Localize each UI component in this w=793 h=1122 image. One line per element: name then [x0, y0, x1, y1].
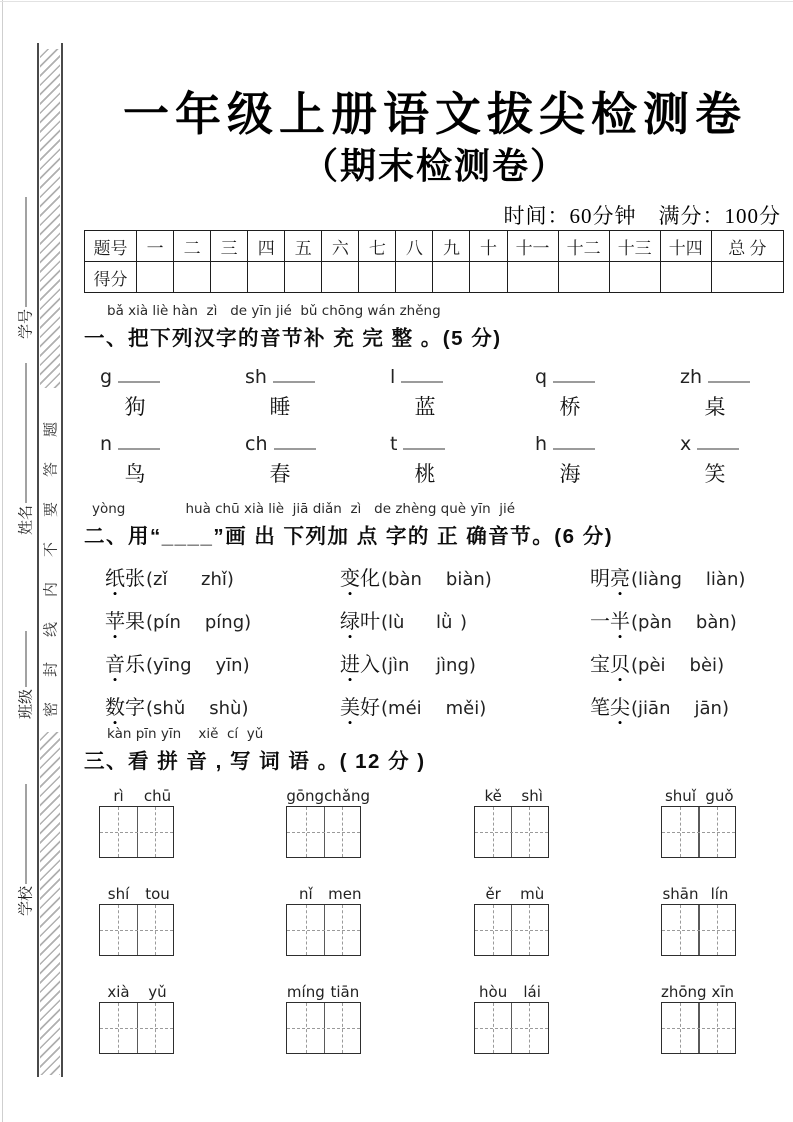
pinyin-initial: h [535, 433, 548, 455]
pinyin-initial: sh [245, 366, 267, 388]
score-cell[interactable] [248, 262, 285, 293]
grid-line [342, 905, 343, 955]
header-cell: 三 [211, 231, 248, 262]
pinyin-option[interactable]: pàn [638, 612, 672, 633]
seal-hatching-bottom [40, 732, 60, 1075]
pinyin-syllable: nǐ [298, 885, 313, 903]
dotted-char: 数 [105, 697, 125, 719]
word-char: 好 [360, 697, 380, 719]
word-char: 张 [125, 568, 145, 590]
word-item [590, 648, 765, 691]
header-cell: 七 [359, 231, 396, 262]
syllable-item [245, 366, 335, 421]
word-item [105, 562, 340, 605]
pinyin-option[interactable]: zhǐ [201, 569, 227, 590]
pinyin-blank[interactable] [708, 367, 750, 383]
writing-box[interactable] [661, 904, 736, 956]
hanzi-char: 桃 [414, 462, 436, 486]
grid-line [680, 1003, 681, 1053]
pinyin-option[interactable]: jìn [388, 655, 410, 676]
pinyin-option[interactable]: lǜ [436, 612, 453, 633]
header-cell: 十四 [660, 231, 711, 262]
field-blank[interactable] [24, 784, 27, 884]
score-table-header-row [85, 231, 784, 262]
word-writing-group [661, 885, 739, 956]
writing-box[interactable] [99, 1002, 174, 1054]
word-writing-group [474, 787, 552, 858]
seal-hatching-top [40, 49, 60, 388]
pinyin-blank[interactable] [118, 367, 160, 383]
pinyin-option[interactable]: lù [388, 612, 405, 633]
writing-box[interactable] [286, 806, 361, 858]
field-blank[interactable] [24, 197, 27, 307]
pinyin-blank[interactable] [553, 367, 595, 383]
header-cell: 八 [396, 231, 433, 262]
grid-line [118, 807, 119, 857]
score-cell[interactable] [322, 262, 359, 293]
pinyin-syllable: zhōng [660, 983, 707, 1001]
hanzi-char: 桥 [559, 395, 581, 419]
pinyin-syllable: ěr [485, 885, 501, 903]
pinyin-blank[interactable] [553, 434, 595, 450]
grid-line [662, 930, 735, 931]
pinyin-option[interactable]: jìng [436, 655, 469, 676]
pinyin-syllable: xià [107, 983, 130, 1001]
field-school [15, 784, 36, 916]
grid-line [680, 905, 681, 955]
pinyin-option[interactable]: zǐ [153, 569, 168, 590]
pinyin-syllable: shí [107, 885, 130, 903]
pinyin-syllable: tou [145, 885, 170, 903]
score-cell[interactable] [660, 262, 711, 293]
dotted-char: 变 [340, 568, 360, 590]
grid-line [475, 832, 548, 833]
word-item [590, 691, 765, 734]
score-row-label: 得分 [85, 262, 137, 293]
grid-line [662, 1028, 735, 1029]
grid-line [529, 807, 530, 857]
word-item [590, 562, 765, 605]
hanzi-char: 蓝 [414, 395, 436, 419]
pinyin-syllable: men [328, 885, 362, 903]
pinyin-syllable: lái [523, 983, 541, 1001]
score-cell[interactable] [609, 262, 660, 293]
score-cell[interactable] [470, 262, 507, 293]
seal-line-right [61, 43, 63, 1077]
score-cell[interactable] [396, 262, 433, 293]
word-item [340, 691, 590, 734]
grid-line [342, 1003, 343, 1053]
hanzi-char: 笑 [704, 462, 726, 486]
syllable-item [390, 366, 480, 421]
field-label: 学号 [18, 308, 35, 340]
writing-box[interactable] [661, 806, 736, 858]
writing-box[interactable] [99, 904, 174, 956]
syllable-item [390, 433, 480, 488]
syllable-item [245, 433, 335, 488]
writing-box[interactable] [99, 806, 174, 858]
page-title: 一年级上册语文拔尖检测卷 [123, 89, 747, 140]
time-score-info: 时间：60分钟 满分：100分 [503, 204, 781, 228]
pinyin-option[interactable]: pín [153, 612, 181, 633]
pinyin-blank[interactable] [403, 434, 445, 450]
pinyin-initial: g [100, 366, 113, 388]
word-writing-group [99, 787, 177, 858]
header-cell: 四 [248, 231, 285, 262]
pinyin-blank[interactable] [118, 434, 160, 450]
pinyin-syllable: mù [520, 885, 545, 903]
dotted-char: 绿 [340, 611, 360, 633]
word-item [590, 605, 765, 648]
pinyin-option[interactable]: shǔ [153, 698, 186, 719]
writing-box[interactable] [474, 806, 549, 858]
syllable-item [680, 433, 770, 488]
pinyin-syllable: tiān [330, 983, 360, 1001]
field-blank[interactable] [24, 631, 27, 687]
writing-box[interactable] [661, 1002, 736, 1054]
pinyin-syllable: chū [143, 787, 172, 805]
word-char: 果 [125, 611, 145, 633]
word-writing-group [661, 983, 739, 1054]
score-table [84, 230, 784, 293]
pinyin-blank[interactable] [697, 434, 739, 450]
grid-line [287, 832, 360, 833]
seal-phrase: 密封线内不要答题 [43, 396, 60, 718]
pinyin-blank[interactable] [274, 434, 316, 450]
field-label: 班级 [18, 688, 35, 720]
hanzi-char: 鸟 [124, 462, 146, 486]
word-writing-group [99, 885, 177, 956]
section3-row [99, 885, 739, 956]
pinyin-initial: l [390, 366, 396, 388]
grid-line [493, 905, 494, 955]
syllable-item [535, 433, 625, 488]
section3-row [99, 983, 739, 1054]
pinyin-syllable: guǒ [705, 787, 734, 805]
dotted-char: 半 [610, 611, 630, 633]
word-writing-group [286, 885, 364, 956]
score-cell[interactable] [507, 262, 558, 293]
writing-box[interactable] [286, 1002, 361, 1054]
hanzi-char: 海 [559, 462, 581, 486]
score-cell[interactable] [211, 262, 248, 293]
syllable-item [535, 366, 625, 421]
writing-box[interactable] [474, 1002, 549, 1054]
hanzi-char: 春 [269, 462, 291, 486]
grid-line [100, 832, 173, 833]
header-cell: 题号 [85, 231, 137, 262]
grid-line [287, 930, 360, 931]
pinyin-option[interactable]: liàng [638, 569, 682, 590]
section3-heading: 三、看 拼 音 , 写 词 语 。( 12 分 ) [84, 750, 426, 773]
header-cell: 十一 [507, 231, 558, 262]
dotted-char: 纸 [105, 568, 125, 590]
score-cell[interactable] [137, 262, 174, 293]
pinyin-syllable: shān [662, 885, 699, 903]
dotted-char: 贝 [610, 654, 630, 676]
grid-line [493, 807, 494, 857]
syllable-item [100, 366, 190, 421]
grid-line [529, 1003, 530, 1053]
pinyin-option[interactable]: biàn [445, 569, 485, 590]
word-char: 乐 [125, 654, 145, 676]
scan-edge-top [0, 1, 793, 2]
word-writing-group [286, 983, 364, 1054]
grid-line [493, 1003, 494, 1053]
pinyin-initial: t [390, 433, 398, 455]
pinyin-syllable: míng [286, 983, 325, 1001]
pinyin-option[interactable]: yīn [215, 655, 243, 676]
pinyin-blank[interactable] [401, 367, 443, 383]
section3-pinyin: kàn pīn yīn xiě cí yǔ [107, 726, 264, 742]
pinyin-option[interactable]: shù [209, 698, 242, 719]
section1-row [100, 433, 770, 488]
pinyin-syllable: chǎng [324, 787, 371, 805]
pinyin-option[interactable]: jiān [638, 698, 671, 719]
score-cell[interactable] [285, 262, 322, 293]
pinyin-option[interactable]: bàn [695, 612, 730, 633]
word-char: 宝 [590, 654, 610, 676]
section1-pinyin: bǎ xià liè hàn zì de yīn jié bǔ chōng wán zhěng [107, 303, 441, 319]
word-item [340, 562, 590, 605]
header-cell: 九 [433, 231, 470, 262]
grid-line [306, 1003, 307, 1053]
section3-row [99, 787, 739, 858]
hanzi-char: 狗 [124, 395, 146, 419]
grid-line [475, 1028, 548, 1029]
dotted-char: 音 [105, 654, 125, 676]
page-subtitle: （期末检测卷） [301, 146, 568, 186]
field-label: 学校 [18, 885, 35, 917]
word-char: 化 [360, 568, 380, 590]
section2-word-grid [105, 562, 765, 734]
section1-heading: 一、把下列汉字的音节补 充 完 整 。(5 分) [84, 327, 502, 350]
grid-line [155, 1003, 156, 1053]
pinyin-initial: n [100, 433, 113, 455]
header-cell: 二 [174, 231, 211, 262]
dotted-char: 亮 [610, 568, 630, 590]
grid-line [475, 930, 548, 931]
word-writing-group [661, 787, 739, 858]
score-cell[interactable] [359, 262, 396, 293]
section1-row [100, 366, 770, 421]
grid-line [118, 1003, 119, 1053]
syllable-item [680, 366, 770, 421]
pinyin-syllable: shuǐ [664, 787, 696, 805]
grid-line [100, 930, 173, 931]
header-cell: 总 分 [711, 231, 783, 262]
grid-line [287, 1028, 360, 1029]
word-writing-group [286, 787, 371, 858]
score-table-score-row [85, 262, 784, 293]
writing-box[interactable] [286, 904, 361, 956]
pinyin-option[interactable]: bèi [689, 655, 718, 676]
pinyin-initial: q [535, 366, 548, 388]
grid-line [680, 807, 681, 857]
field-name [15, 363, 36, 535]
header-cell: 十二 [558, 231, 609, 262]
grid-line [155, 807, 156, 857]
score-cell[interactable] [558, 262, 609, 293]
grid-line [529, 905, 530, 955]
word-item [340, 648, 590, 691]
section2-heading: 二、用“____”画 出 下列加 点 字的 正 确音节。(6 分) [84, 525, 614, 548]
word-item [105, 605, 340, 648]
pinyin-option[interactable]: píng [204, 612, 245, 633]
scan-edge-left [2, 0, 3, 1122]
pinyin-option[interactable]: jān [694, 698, 722, 719]
pinyin-syllable: lín [710, 885, 729, 903]
writing-box[interactable] [474, 904, 549, 956]
grid-line [717, 1003, 718, 1053]
hanzi-char: 桌 [704, 395, 726, 419]
pinyin-option[interactable]: yīng [153, 655, 192, 676]
pinyin-option[interactable]: méi [388, 698, 422, 719]
field-blank[interactable] [24, 363, 27, 503]
pinyin-syllable: rì [113, 787, 124, 805]
section2-pinyin: yòng huà chū xià liè jiā diǎn zì de zhèng què yīn jié [92, 501, 516, 517]
dotted-char: 美 [340, 697, 360, 719]
dotted-char: 进 [340, 654, 360, 676]
pinyin-syllable: xīn [711, 983, 735, 1001]
word-item [105, 648, 340, 691]
syllable-item [100, 433, 190, 488]
pinyin-syllable: hòu [479, 983, 508, 1001]
word-char: 入 [360, 654, 380, 676]
header-cell: 十 [470, 231, 507, 262]
score-cell[interactable] [711, 262, 783, 293]
grid-line [662, 832, 735, 833]
header-cell: 六 [322, 231, 359, 262]
header-cell: 一 [137, 231, 174, 262]
pinyin-blank[interactable] [273, 367, 315, 383]
dotted-char: 尖 [610, 697, 630, 719]
pinyin-option[interactable]: měi [445, 698, 480, 719]
pinyin-initial: zh [680, 366, 703, 388]
pinyin-syllable: yǔ [148, 983, 167, 1001]
field-student-id [15, 197, 36, 339]
grid-line [118, 905, 119, 955]
header-cell: 十三 [609, 231, 660, 262]
pinyin-initial: x [680, 433, 692, 455]
word-item [340, 605, 590, 648]
pinyin-syllable: shì [521, 787, 543, 805]
grid-line [342, 807, 343, 857]
word-writing-group [99, 983, 177, 1054]
field-label: 姓名 [18, 504, 35, 536]
pinyin-syllable: kě [484, 787, 502, 805]
word-char: 叶 [360, 611, 380, 633]
word-char: 字 [125, 697, 145, 719]
header-cell: 五 [285, 231, 322, 262]
pinyin-option[interactable]: pèi [638, 655, 666, 676]
word-char: 一 [590, 611, 610, 633]
grid-line [717, 807, 718, 857]
dotted-char: 苹 [105, 611, 125, 633]
grid-line [717, 905, 718, 955]
field-class [15, 631, 36, 719]
pinyin-option[interactable]: liàn [705, 569, 739, 590]
word-char: 笔 [590, 697, 610, 719]
pinyin-option[interactable]: bàn [388, 569, 422, 590]
score-cell[interactable] [433, 262, 470, 293]
grid-line [306, 807, 307, 857]
word-writing-group [474, 885, 552, 956]
grid-line [100, 1028, 173, 1029]
word-char: 明 [590, 568, 610, 590]
pinyin-initial: ch [245, 433, 268, 455]
hanzi-char: 睡 [269, 395, 291, 419]
word-writing-group [474, 983, 552, 1054]
pinyin-syllable: gōng [286, 787, 325, 805]
score-cell[interactable] [174, 262, 211, 293]
grid-line [306, 905, 307, 955]
grid-line [155, 905, 156, 955]
